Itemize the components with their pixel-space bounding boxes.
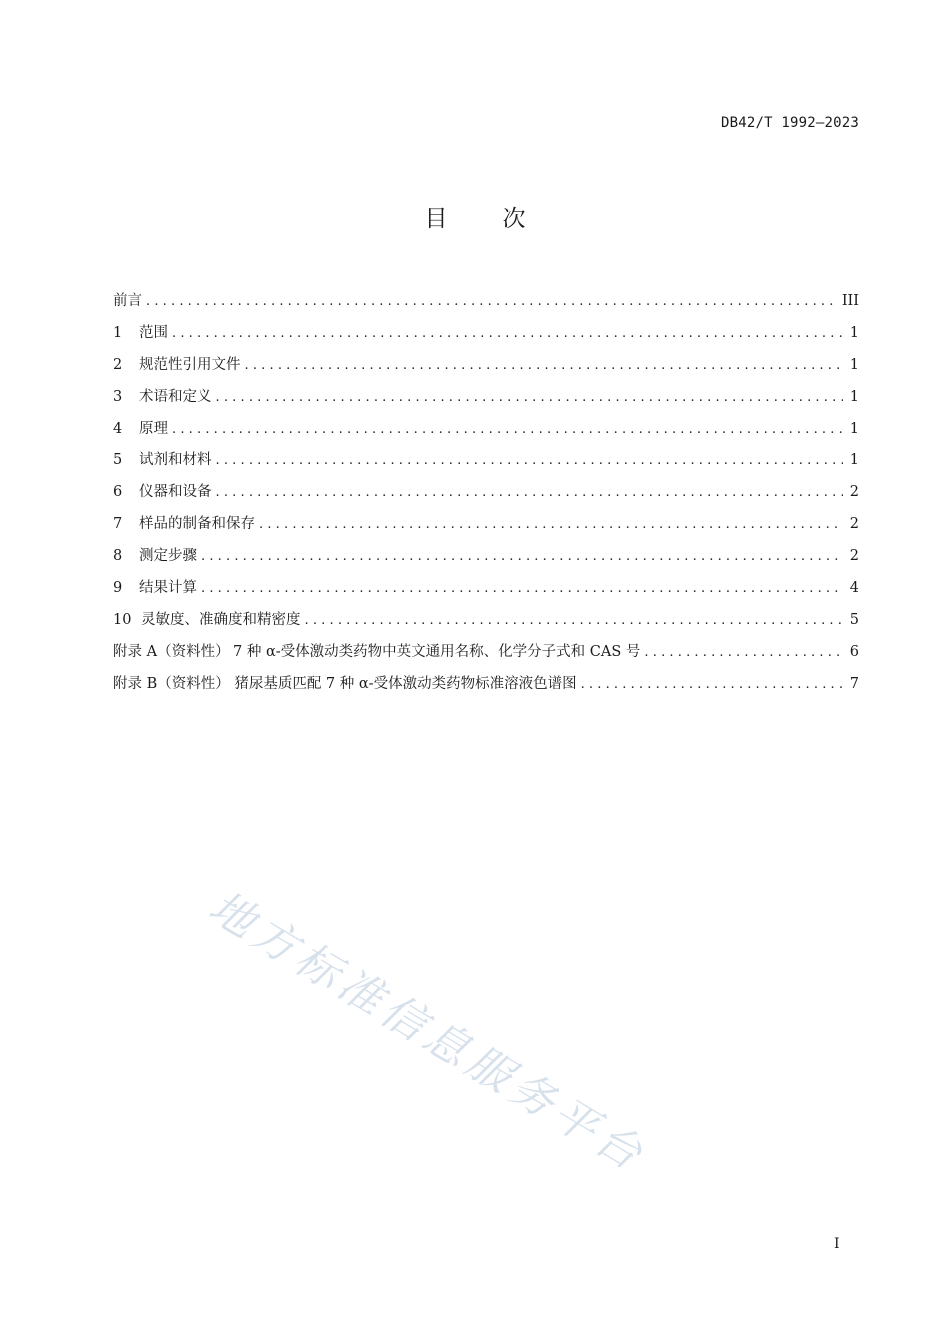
watermark: 地方标准信息服务平台: [200, 881, 655, 1183]
toc-entry-page: 6: [849, 643, 859, 660]
toc-entry-label: 原理: [139, 420, 168, 437]
toc-leader-dots: [201, 573, 843, 605]
toc-entry-label: 术语和定义: [139, 388, 212, 405]
toc-leader-dots: [245, 350, 844, 382]
toc-leader-dots: [172, 414, 843, 446]
toc-entry-4[interactable]: [113, 414, 859, 446]
toc-entry-label: 仪器和设备: [139, 484, 212, 501]
page-number: I: [834, 1236, 840, 1252]
toc-entry-label: 7 种 α-受体激动类药物中英文通用名称、化学分子式和 CAS 号: [233, 643, 641, 660]
toc-entry-page: 5: [849, 611, 859, 628]
toc-entry-number: 10: [113, 611, 132, 628]
toc-entry-number: 1: [113, 324, 123, 341]
toc-entry-9[interactable]: [113, 573, 859, 605]
toc-leader-dots: [146, 286, 836, 318]
toc-entry-label: 结果计算: [139, 580, 197, 597]
toc-entry-number: 6: [113, 484, 123, 501]
title-char-2: 次: [502, 206, 581, 232]
toc-entry-label: 规范性引用文件: [139, 356, 241, 373]
toc-entry-number: 9: [113, 580, 123, 597]
toc-entry-5[interactable]: [113, 445, 859, 477]
toc-entry-foreword[interactable]: [113, 286, 859, 318]
toc-entry-number: 附录 A（资料性）: [113, 643, 230, 660]
table-of-contents: [113, 286, 859, 701]
toc-entry-page: 1: [849, 388, 859, 405]
toc-entry-number: 8: [113, 548, 123, 565]
toc-entry-number: 7: [113, 516, 123, 533]
toc-entry-label: 试剂和材料: [139, 452, 212, 469]
toc-leader-dots: [216, 477, 844, 509]
page-title: [0, 200, 950, 233]
toc-entry-page: 7: [849, 675, 859, 692]
toc-entry-label: 灵敏度、准确度和精密度: [141, 611, 301, 628]
toc-entry-page: 2: [849, 516, 859, 533]
toc-entry-page: 1: [849, 452, 859, 469]
toc-leader-dots: [259, 509, 843, 541]
toc-entry-number: 附录 B（资料性）: [113, 675, 230, 692]
toc-entry-number: 5: [113, 452, 123, 469]
toc-entry-page: 1: [849, 420, 859, 437]
toc-entry-label: 范围: [139, 324, 168, 341]
toc-entry-page: 1: [849, 356, 859, 373]
document-code: DB42/T 1992—2023: [720, 115, 859, 131]
toc-leader-dots: [216, 382, 844, 414]
toc-entry-2[interactable]: [113, 350, 859, 382]
toc-leader-dots: [581, 669, 843, 701]
toc-entry-page: 4: [849, 580, 859, 597]
toc-entry-page: 1: [849, 324, 859, 341]
toc-leader-dots: [201, 541, 843, 573]
toc-entry-appendix-a[interactable]: [113, 637, 859, 669]
toc-entry-8[interactable]: [113, 541, 859, 573]
toc-entry-number: 3: [113, 388, 123, 405]
toc-entry-3[interactable]: [113, 382, 859, 414]
toc-entry-page: 2: [849, 548, 859, 565]
toc-leader-dots: [216, 445, 844, 477]
toc-entry-page: III: [841, 293, 859, 309]
toc-entry-number: 4: [113, 420, 123, 437]
toc-leader-dots: [172, 318, 843, 350]
toc-entry-number: 2: [113, 356, 123, 373]
toc-entry-appendix-b[interactable]: [113, 669, 859, 701]
toc-entry-6[interactable]: [113, 477, 859, 509]
toc-leader-dots: [644, 637, 843, 669]
toc-entry-10[interactable]: [113, 605, 859, 637]
toc-entry-label: 前言: [113, 293, 142, 309]
toc-entry-page: 2: [849, 484, 859, 501]
toc-leader-dots: [305, 605, 844, 637]
toc-entry-7[interactable]: [113, 509, 859, 541]
toc-entry-label: 猪尿基质匹配 7 种 α-受体激动类药物标准溶液色谱图: [234, 675, 577, 692]
toc-entry-label: 样品的制备和保存: [139, 516, 255, 533]
toc-entry-label: 测定步骤: [139, 548, 197, 565]
title-char-1: 目: [424, 206, 503, 232]
toc-entry-1[interactable]: [113, 318, 859, 350]
